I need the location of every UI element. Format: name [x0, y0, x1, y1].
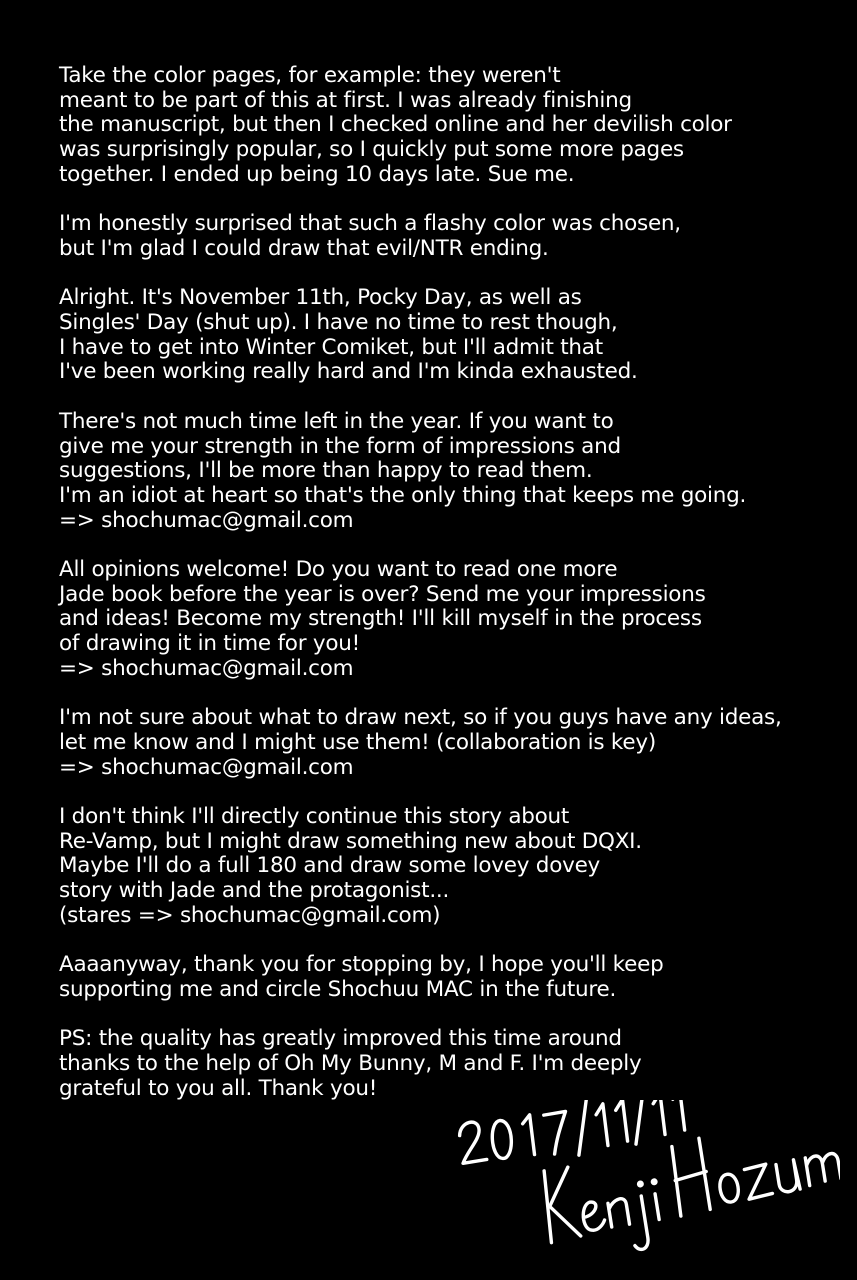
text-line: supporting me and circle Shochuu MAC in the future. [59, 976, 617, 1002]
text-line: story with Jade and the protagonist... [59, 878, 450, 904]
text-line: I've been working really hard and I'm kinda exhausted. [59, 359, 638, 385]
text-line: was surprisingly popular, so I quickly put some more pages [59, 137, 684, 163]
text-line: I'm honestly surprised that such a flashy color was chosen, [59, 211, 681, 237]
paragraph [59, 286, 839, 385]
text-line: Jade book before the year is over? Send me your impressions [59, 581, 706, 607]
signature-name-drawing [539, 1115, 840, 1260]
paragraph [59, 953, 839, 1002]
signature-drawing [440, 1100, 840, 1260]
text-line: I have to get into Winter Comiket, but I'll admit that [59, 334, 603, 360]
text-line: I'm not sure about what to draw next, so if you guys have any ideas, [59, 705, 782, 731]
text-line: of drawing it in time for you! [59, 631, 360, 657]
email-line: (stares => shochumac@gmail.com) [59, 902, 441, 928]
email-line: => shochumac@gmail.com [59, 507, 354, 533]
email-line: => shochumac@gmail.com [59, 754, 354, 780]
text-line: All opinions welcome! Do you want to read one more [59, 557, 618, 582]
text-line: I'm an idiot at heart so that's the only thing that keeps me going. [59, 482, 747, 508]
email-line: => shochumac@gmail.com [59, 655, 354, 681]
paragraph [59, 1027, 839, 1101]
text-line: together. I ended up being 10 days late. Sue me. [59, 161, 575, 187]
text-line: Singles' Day (shut up). I have no time to rest though, [59, 310, 618, 335]
text-line: Re-Vamp, but I might draw something new about DQXI. [59, 828, 642, 854]
handwritten-signature [440, 1100, 840, 1260]
paragraph [59, 805, 839, 929]
text-line: let me know and I might use them! (collaboration is key) [59, 729, 656, 755]
text-line: Take the color pages, for example: they weren't [59, 63, 561, 88]
text-line: thanks to the help of Oh My Bunny, M and F. I'm deeply [59, 1051, 642, 1076]
text-line: grateful to you all. Thank you! [59, 1075, 378, 1101]
text-line: I don't think I'll directly continue this story about [59, 804, 570, 829]
text-line: Maybe I'll do a full 180 and draw some lovey dovey [59, 853, 601, 879]
paragraph [59, 410, 839, 534]
text-line: suggestions, I'll be more than happy to read them. [59, 458, 593, 484]
afterword-text [59, 64, 839, 1101]
text-line: Aaaanyway, thank you for stopping by, I hope you'll keep [59, 952, 664, 978]
text-line: give me your strength in the form of impressions and [59, 433, 621, 459]
text-line: but I'm glad I could draw that evil/NTR ending. [59, 235, 549, 261]
text-line: meant to be part of this at first. I was already finishing [59, 87, 632, 113]
paragraph [59, 64, 839, 188]
text-line: Alright. It's November 11th, Pocky Day, as well as [59, 285, 582, 311]
text-line: There's not much time left in the year. If you want to [59, 408, 614, 434]
paragraph [59, 558, 839, 682]
paragraph [59, 706, 839, 780]
text-line: PS: the quality has greatly improved this time around [59, 1026, 622, 1052]
paragraph [59, 212, 839, 261]
signature-date-drawing [457, 1100, 686, 1169]
text-line: the manuscript, but then I checked online and her devilish color [59, 112, 732, 138]
text-line: and ideas! Become my strength! I'll kill myself in the process [59, 606, 702, 632]
